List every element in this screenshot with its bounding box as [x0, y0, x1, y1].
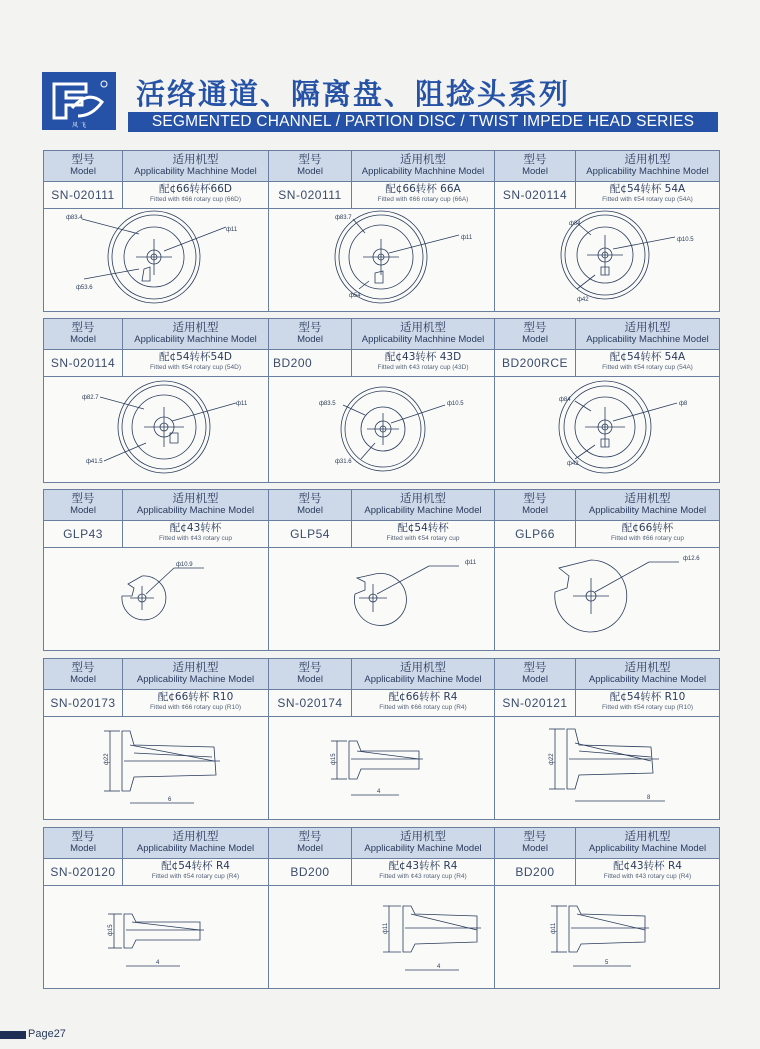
fit-en: Fitted with ¢54 rotary cup (54A) [602, 364, 693, 371]
dim-label: ф15 [331, 753, 337, 765]
fit-en: Fitted with ¢66 rotary cup [611, 535, 684, 542]
machine-header-en: Applicability Machhine Model [134, 166, 257, 177]
page-title-en: SEGMENTED CHANNEL / PARTION DISC / TWIST IMPEDE HEAD SERIES [128, 112, 718, 132]
section-heads-2 [43, 827, 720, 989]
fit-cn: 配¢54转杯54D [159, 351, 232, 363]
model-value: GLP43 [44, 521, 123, 547]
head-drawing [44, 717, 269, 819]
model-header-en: Model [522, 674, 548, 685]
model-row [44, 182, 719, 209]
model-header-en: Model [297, 843, 323, 854]
model-header-en: Model [522, 334, 548, 345]
disc-drawing [44, 377, 269, 482]
model-value: SN-020111 [44, 182, 123, 208]
head-drawing [269, 717, 495, 819]
fit-en: Fitted with ¢43 rotary cup (R4) [603, 873, 692, 880]
head-drawing [495, 886, 719, 988]
model-header-en: Model [70, 674, 96, 685]
model-value: GLP54 [269, 521, 352, 547]
fit-cn: 配¢43转杯 [169, 522, 222, 534]
dim-label: ф83.5 [319, 401, 336, 407]
model-header-cn: 型号 [71, 491, 95, 505]
fit-cn: 配¢54转杯 R4 [161, 860, 230, 872]
fit-en: Fitted with ¢66 rotary cup (R4) [379, 704, 467, 711]
fit-cn: 配¢66转杯 66A [385, 183, 461, 195]
model-value: SN-020121 [495, 690, 576, 716]
model-value: BD200RCE [495, 350, 576, 376]
machine-header-cn: 适用机型 [400, 320, 446, 334]
model-header-en: Model [522, 843, 548, 854]
fit-en: Fitted with ¢66 rotary cup (66A) [377, 196, 469, 203]
glp-drawing [269, 548, 495, 650]
machine-header-cn: 适用机型 [624, 829, 671, 843]
page-number: Page27 [28, 1028, 66, 1040]
machine-header-en: Applicability Machhine Model [134, 334, 257, 345]
model-header-cn: 型号 [523, 660, 547, 674]
brand-logo [42, 72, 116, 130]
model-header-cn: 型号 [71, 152, 95, 166]
machine-header-en: Applicability Machhine Model [586, 334, 709, 345]
head-drawing [269, 886, 495, 988]
machine-header-en: Applicability Machine Model [588, 674, 707, 685]
fit-cn: 配¢54转杯 [397, 522, 449, 534]
dim-label: ф10.9 [176, 562, 193, 568]
model-header-cn: 型号 [71, 660, 95, 674]
drawing-row [44, 717, 719, 819]
model-row [44, 521, 719, 548]
machine-header-en: Applicability Machine Model [588, 843, 707, 854]
dim-label: ф41.5 [86, 459, 103, 465]
fit-cn: 配¢43转杯 R4 [388, 860, 458, 872]
fit-cn: 配¢66转杯 R10 [157, 691, 234, 703]
section-glp [43, 489, 720, 651]
model-header-en: Model [70, 166, 96, 177]
fit-en: Fitted with ¢54 rotary cup (54D) [149, 364, 242, 371]
dim-label: ф11 [465, 560, 477, 566]
disc-drawing [44, 209, 269, 311]
dim-label: ф54 [349, 293, 361, 299]
fit-en: Fitted with ¢66 rotary cup (66D) [149, 196, 242, 203]
model-header-cn: 型号 [298, 829, 322, 843]
machine-header-cn: 适用机型 [400, 660, 446, 674]
fit-en: Fitted with ¢54 rotary cup (54A) [602, 196, 693, 203]
machine-header-en: Applicability Machhine Model [361, 334, 485, 345]
header-row [44, 151, 719, 182]
model-header-en: Model [297, 334, 323, 345]
model-header-cn: 型号 [523, 829, 547, 843]
dim-label: ф11 [383, 922, 389, 934]
machine-header-cn: 适用机型 [624, 320, 671, 334]
dim-label: ф11 [461, 235, 473, 241]
machine-header-cn: 适用机型 [400, 152, 446, 166]
machine-header-cn: 适用机型 [400, 491, 446, 505]
model-value: BD200 [269, 350, 352, 376]
dim-label: ф11 [551, 922, 557, 934]
model-header-cn: 型号 [298, 660, 322, 674]
dim-label: 4 [377, 789, 381, 795]
disc-drawing [495, 377, 719, 482]
drawing-row [44, 548, 719, 650]
model-header-en: Model [70, 843, 96, 854]
machine-header-cn: 适用机型 [172, 320, 219, 334]
fit-cn: 配¢54转杯 R10 [609, 691, 686, 703]
model-header-cn: 型号 [523, 152, 547, 166]
machine-header-en: Applicability Machine Model [136, 505, 255, 516]
machine-header-en: Applicability Machine Model [136, 674, 255, 685]
machine-header-en: Applicability Machhine Model [586, 166, 709, 177]
fit-en: Fitted with ¢43 rotary cup (R4) [379, 873, 467, 880]
dim-label: ф83.4 [66, 215, 83, 221]
svg-text:风 飞: 风 飞 [72, 122, 86, 129]
model-value: GLP66 [495, 521, 576, 547]
dim-label: 8 [647, 795, 651, 801]
dim-label: ф10.5 [447, 401, 464, 407]
dim-label: ф83.7 [335, 215, 352, 221]
machine-header-cn: 适用机型 [172, 152, 219, 166]
fit-en: Fitted with ¢54 rotary cup (R4) [151, 873, 240, 880]
fit-cn: 配¢66转杯 R4 [388, 691, 458, 703]
model-header-en: Model [70, 334, 96, 345]
machine-header-en: Applicability Machine Model [364, 843, 482, 854]
drawing-row [44, 886, 719, 988]
machine-header-en: Applicability Machine Model [588, 505, 707, 516]
page-title-cn: 活络通道、隔离盘、阻捻头系列 [136, 77, 571, 111]
model-header-cn: 型号 [523, 491, 547, 505]
drawing-row [44, 377, 719, 482]
dim-label: ф11 [226, 227, 238, 233]
dim-label: ф10.5 [677, 237, 694, 243]
machine-header-en: Applicability Machine Model [364, 505, 482, 516]
model-header-en: Model [297, 166, 323, 177]
fit-cn: 配¢54转杯 54A [609, 183, 686, 195]
dim-label: 4 [156, 960, 160, 966]
machine-header-cn: 适用机型 [624, 660, 671, 674]
header-row [44, 659, 719, 690]
header-row [44, 828, 719, 859]
dim-label: ф53.6 [76, 285, 93, 291]
dim-label: ф8 [679, 401, 688, 407]
model-value: SN-020173 [44, 690, 123, 716]
drawing-row [44, 209, 719, 311]
model-value: SN-020174 [269, 690, 352, 716]
fit-cn: 配¢66转杯 [621, 522, 674, 534]
machine-header-cn: 适用机型 [172, 660, 219, 674]
dim-label: ф15 [108, 924, 114, 936]
machine-header-en: Applicability Machine Model [136, 843, 255, 854]
model-value: SN-020114 [495, 182, 576, 208]
model-row [44, 350, 719, 377]
model-value: BD200 [269, 859, 352, 885]
disc-drawing [269, 209, 495, 311]
disc-drawing [495, 209, 719, 311]
fit-en: Fitted with ¢43 rotary cup (43D) [377, 364, 469, 371]
dim-label: ф84 [559, 397, 571, 403]
model-header-cn: 型号 [523, 320, 547, 334]
header-row [44, 319, 719, 350]
model-header-en: Model [297, 674, 323, 685]
model-header-cn: 型号 [71, 320, 95, 334]
model-header-en: Model [297, 505, 323, 516]
model-header-en: Model [522, 505, 548, 516]
dim-label: ф22 [549, 753, 555, 765]
header-row [44, 490, 719, 521]
model-header-cn: 型号 [71, 829, 95, 843]
model-value: SN-020114 [44, 350, 123, 376]
dim-label: ф31.6 [335, 459, 352, 465]
dim-label: ф42 [577, 297, 589, 303]
machine-header-cn: 适用机型 [624, 152, 671, 166]
section-discs-1 [43, 150, 720, 312]
machine-header-cn: 适用机型 [172, 829, 219, 843]
fit-cn: 配¢43转杯 43D [384, 351, 462, 363]
model-value: BD200 [495, 859, 576, 885]
machine-header-en: Applicability Machine Model [364, 674, 482, 685]
fit-cn: 配¢43转杯 R4 [613, 860, 682, 872]
glp-drawing [44, 548, 269, 650]
machine-header-en: Applicability Machhine Model [361, 166, 485, 177]
machine-header-cn: 适用机型 [624, 491, 671, 505]
model-header-cn: 型号 [298, 320, 322, 334]
footer-bar [0, 1031, 26, 1039]
dim-label: ф82.7 [82, 395, 99, 401]
fit-cn: 配¢66转杯66D [159, 183, 232, 195]
fit-en: Fitted with ¢66 rotary cup (R10) [149, 704, 242, 711]
disc-drawing [269, 377, 495, 482]
model-row [44, 859, 719, 886]
head-drawing [495, 717, 719, 819]
dim-label: 5 [605, 960, 609, 966]
section-heads-1 [43, 658, 720, 820]
dim-label: ф42 [567, 461, 579, 467]
model-header-cn: 型号 [298, 152, 322, 166]
dim-label: ф22 [104, 753, 110, 765]
glp-drawing [495, 548, 719, 650]
fit-en: Fitted with ¢43 rotary cup [159, 535, 232, 542]
model-header-en: Model [70, 505, 96, 516]
model-row [44, 690, 719, 717]
model-value: SN-020111 [269, 182, 352, 208]
fit-cn: 配¢54转杯 54A [609, 351, 686, 363]
fit-en: Fitted with ¢54 rotary cup [386, 535, 460, 542]
dim-label: 4 [437, 964, 441, 970]
model-header-cn: 型号 [298, 491, 322, 505]
dim-label: ф11 [236, 401, 248, 407]
model-header-en: Model [522, 166, 548, 177]
head-drawing [44, 886, 269, 988]
dim-label: 6 [168, 797, 172, 803]
dim-label: ф12.6 [683, 556, 700, 562]
fit-en: Fitted with ¢54 rotary cup (R10) [601, 704, 694, 711]
machine-header-cn: 适用机型 [172, 491, 219, 505]
machine-header-cn: 适用机型 [400, 829, 446, 843]
section-discs-2 [43, 318, 720, 483]
model-value: SN-020120 [44, 859, 123, 885]
dim-label: ф84 [569, 221, 581, 227]
